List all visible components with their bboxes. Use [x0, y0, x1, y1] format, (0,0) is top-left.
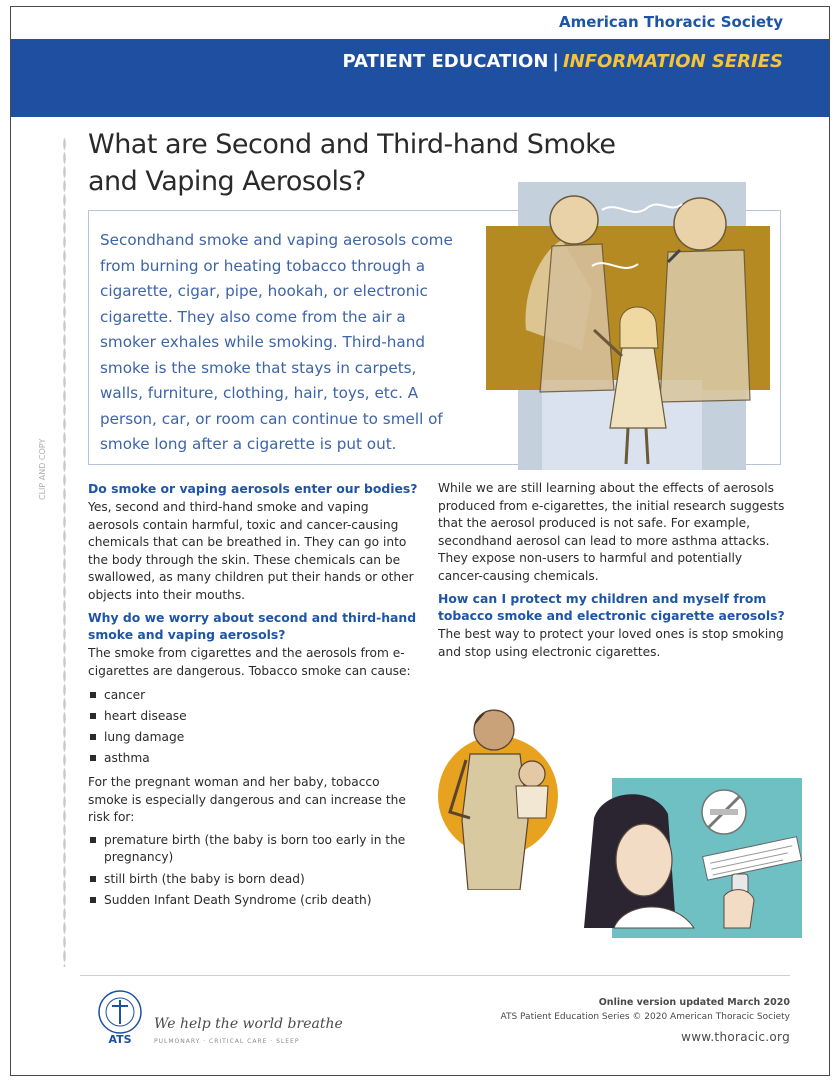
right-column: [438, 480, 788, 666]
series-italic: INFORMATION SERIES: [562, 51, 783, 72]
copyright-note: ATS Patient Education Series © 2020 American Thoracic Society: [500, 1012, 790, 1022]
question-smoke-enter-bodies: Do smoke or vaping aerosols enter our bodies?: [88, 481, 418, 496]
footer-divider: [80, 975, 790, 976]
pregnancy-paragraph: For the pregnant woman and her baby, tobacco smoke is especially dangerous and can increase the risk for:: [88, 775, 406, 824]
woman-vaping-illustration: [584, 778, 804, 938]
list-item: cancer: [88, 685, 418, 706]
list-item: Sudden Infant Death Syndrome (crib death): [88, 892, 418, 910]
series-main: PATIENT EDUCATION: [342, 51, 549, 72]
clip-guide-dots: [63, 137, 66, 967]
left-column: [88, 480, 418, 915]
tagline-subtitle: PULMONARY · CRITICAL CARE · SLEEP: [154, 1038, 300, 1045]
intro-text: Secondhand smoke and vaping aerosols come from burning or heating tobacco through a cigarette, cigar, pipe, hookah, or electronic cigarette. They also come from the air a smoker exhales while smoking. Third-hand smoke is the smoke that stays in carpets, walls, furniture, clothing, hair, toys, etc. A person, car, or room can continue to smell of smoke long after a cigarette is put out.: [100, 231, 453, 453]
answer-why-worry: The smoke from cigarettes and the aerosols from e-cigarettes are dangerous. Tobacco smoke can cause:: [88, 646, 411, 678]
list-item: asthma: [88, 748, 418, 769]
ats-seal-logo: [92, 988, 148, 1046]
causes-list: [88, 685, 418, 769]
series-separator: |: [552, 51, 559, 72]
org-name: American Thoracic Society: [558, 13, 783, 31]
list-item: lung damage: [88, 727, 418, 748]
risks-list: [88, 832, 418, 910]
updated-note: Online version updated March 2020: [598, 997, 790, 1008]
aerosol-effects-paragraph: While we are still learning about the effects of aerosols produced from e-cigarettes, the initial research suggests that the aerosol produced is not safe. For example, secondhand aerosol can lead to more asthma attacks. They expose non-users to harmful and potentially cancer-causing chemicals.: [438, 481, 785, 583]
list-item: heart disease: [88, 706, 418, 727]
footer-info: [501, 996, 791, 1050]
list-item: still birth (the baby is born dead): [88, 871, 418, 889]
ats-logo-text: ATS: [108, 1033, 132, 1046]
smoking-family-illustration: [482, 180, 772, 470]
title-line-1: What are Second and Third-hand Smoke: [88, 129, 616, 160]
website-link[interactable]: www.thoracic.org: [681, 1030, 790, 1044]
tagline: We help the world breathe: [154, 1016, 343, 1032]
question-why-worry: Why do we worry about second and third-hand smoke and vaping aerosols?: [88, 610, 417, 642]
list-item: premature birth (the baby is born too early in the pregnancy): [88, 832, 418, 867]
top-strip: [11, 7, 829, 37]
clip-and-copy-label: CLIP AND COPY: [38, 438, 47, 500]
series-title: [342, 51, 783, 72]
answer-smoke-enter-bodies: Yes, second and third-hand smoke and vaping aerosols contain harmful, toxic and cancer-causing chemicals that can be breathed in. They can go into the body through the skin. These chemicals can be swallowed, as many children put their hands or other objects into their mouths.: [88, 500, 414, 602]
title-line-2: and Vaping Aerosols?: [88, 166, 366, 197]
mother-and-baby-illustration: [436, 700, 586, 890]
answer-how-protect: The best way to protect your loved ones is stop smoking and stop using electronic cigarettes.: [438, 627, 784, 659]
question-how-protect: How can I protect my children and myself from tobacco smoke and electronic cigarette aerosols?: [438, 591, 785, 623]
